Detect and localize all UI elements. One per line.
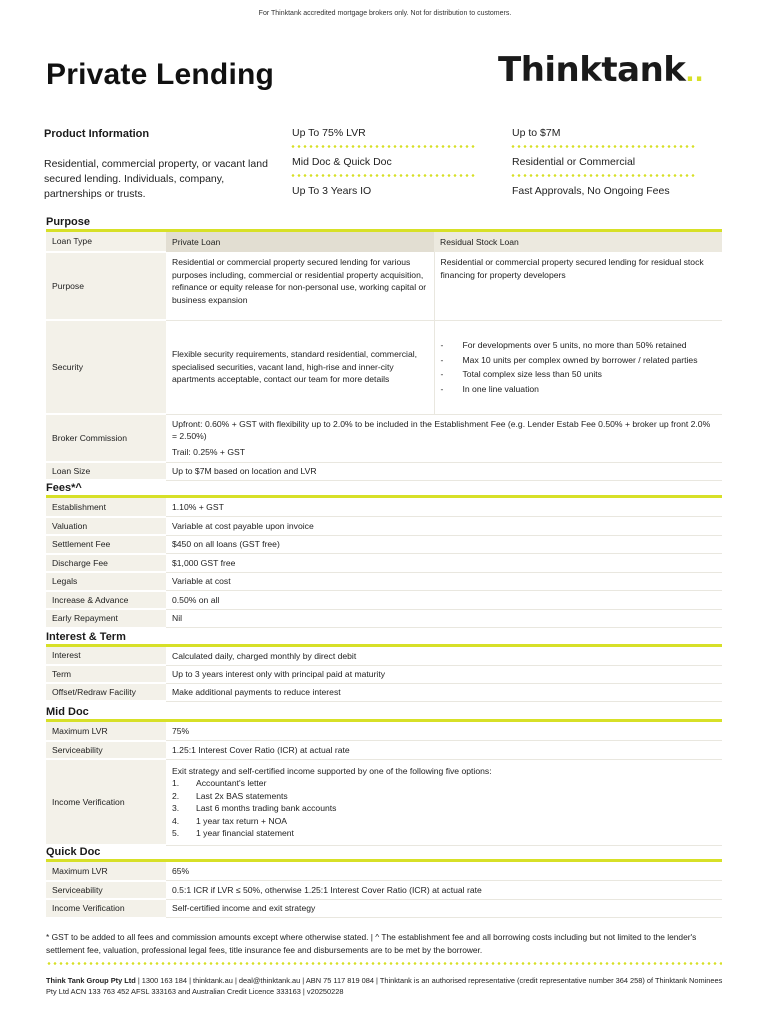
highlight-lvr: Up To 75% LVR bbox=[292, 127, 366, 139]
purpose-private-value: Residential or commercial property secured lending for various purposes including, commercial or residential property acquisition, refinance or equity release for non-personal use, working capital or business expansion bbox=[166, 252, 434, 320]
mid-doc-title: Mid Doc bbox=[46, 706, 89, 718]
logo-dots: .. bbox=[685, 59, 704, 87]
quick-income-label: Income Verification bbox=[46, 899, 166, 918]
list-item: 1. Accountant's letter bbox=[172, 778, 267, 788]
quick-serviceability-label: Serviceability bbox=[46, 881, 166, 900]
broker-trail: Trail: 0.25% + GST bbox=[172, 446, 245, 457]
broker-commission-value bbox=[166, 414, 722, 462]
income-intro: Exit strategy and self-certified income supported by one of the following five options: bbox=[172, 765, 492, 776]
interest-section bbox=[46, 630, 722, 702]
logo-text: Thinktank bbox=[498, 50, 686, 90]
max-lvr-label: Maximum LVR bbox=[46, 722, 166, 741]
quick-lvr-label: Maximum LVR bbox=[46, 862, 166, 881]
fee-value: 1.10% + GST bbox=[166, 498, 722, 517]
table-row bbox=[46, 881, 722, 900]
dotted-divider bbox=[290, 174, 476, 177]
list-item: - In one line valuation bbox=[440, 383, 539, 394]
interest-table bbox=[46, 647, 722, 702]
fees-section bbox=[46, 481, 722, 629]
highlight-property-types: Residential or Commercial bbox=[512, 156, 636, 168]
interest-label: Interest bbox=[46, 647, 166, 665]
fee-label: Settlement Fee bbox=[46, 535, 166, 554]
table-row bbox=[46, 498, 722, 517]
table-row bbox=[46, 517, 722, 536]
table-row bbox=[46, 722, 722, 741]
purpose-table bbox=[46, 232, 722, 481]
product-info-title: Product Information bbox=[44, 128, 150, 140]
loan-size-label: Loan Size bbox=[46, 462, 166, 480]
serviceability-label: Serviceability bbox=[46, 741, 166, 760]
loan-size-value: Up to $7M based on location and LVR bbox=[166, 462, 722, 480]
product-info-description: Residential, commercial property, or vacant land secured lending. Individuals, company, partnerships or trusts. bbox=[44, 158, 268, 200]
distribution-disclaimer: For Thinktank accredited mortgage brokers only. Not for distribution to customers. bbox=[258, 10, 512, 17]
interest-title: Interest & Term bbox=[46, 631, 126, 643]
fee-value: $1,000 GST free bbox=[166, 554, 722, 573]
broker-upfront: Upfront: 0.60% + GST with flexibility up to 2.0% to be included in the Establishment Fee (e.g. Lender Estab Fee 0.50% + broker up front 2.0% = 2.50%) bbox=[172, 418, 711, 442]
private-loan-header: Private Loan bbox=[166, 232, 434, 252]
table-row bbox=[46, 591, 722, 610]
table-row bbox=[46, 899, 722, 918]
quick-lvr-value: 65% bbox=[166, 862, 722, 881]
footnote: * GST to be added to all fees and commission amounts except where otherwise stated. | ^ The establishment fee and all borrowing costs including but not limited to the lender's settlement fee, valuation, professional legal fees, title insurance fee and disbursements are to be met by the borrower. bbox=[46, 932, 697, 955]
income-verification-label: Income Verification bbox=[46, 759, 166, 845]
max-lvr-value: 75% bbox=[166, 722, 722, 741]
fee-value: Variable at cost payable upon invoice bbox=[166, 517, 722, 536]
list-item: - Total complex size less than 50 units bbox=[440, 369, 602, 379]
table-row bbox=[46, 862, 722, 881]
quick-doc-title: Quick Doc bbox=[46, 846, 101, 858]
footer-company: Think Tank Group Pty Ltd bbox=[46, 976, 136, 985]
loan-type-label: Loan Type bbox=[46, 232, 166, 252]
table-row bbox=[46, 683, 722, 701]
list-item: 5. 1 year financial statement bbox=[172, 828, 294, 838]
list-item: 4. 1 year tax return + NOA bbox=[172, 815, 287, 826]
fee-value: 0.50% on all bbox=[166, 591, 722, 610]
mid-doc-section bbox=[46, 705, 722, 846]
fee-value: Variable at cost bbox=[166, 572, 722, 591]
highlight-doc-types: Mid Doc & Quick Doc bbox=[292, 156, 392, 168]
fee-value: $450 on all loans (GST free) bbox=[166, 535, 722, 554]
quick-serviceability-value: 0.5:1 ICR if LVR ≤ 50%, otherwise 1.25:1 Interest Cover Ratio (ICR) at actual rate bbox=[166, 881, 722, 900]
fee-label: Legals bbox=[46, 572, 166, 591]
fees-title: Fees*^ bbox=[46, 482, 82, 494]
table-row bbox=[46, 665, 722, 683]
fee-label: Discharge Fee bbox=[46, 554, 166, 573]
thinktank-logo bbox=[498, 50, 704, 90]
table-row bbox=[46, 320, 722, 414]
table-row bbox=[46, 414, 722, 462]
fee-label: Increase & Advance bbox=[46, 591, 166, 610]
purpose-label: Purpose bbox=[46, 252, 166, 320]
table-row bbox=[46, 554, 722, 573]
term-value: Up to 3 years interest only with principal paid at maturity bbox=[166, 665, 722, 683]
quick-doc-section bbox=[46, 845, 722, 919]
income-verification-value bbox=[166, 759, 722, 845]
purpose-title: Purpose bbox=[46, 216, 91, 228]
dotted-divider bbox=[510, 174, 696, 177]
purpose-residual-value: Residential or commercial property secured lending for residual stock financing for property developers bbox=[434, 252, 722, 320]
broker-commission-label: Broker Commission bbox=[46, 414, 166, 462]
highlight-max-loan: Up to $7M bbox=[512, 127, 561, 139]
table-row bbox=[46, 609, 722, 628]
table-row bbox=[46, 462, 722, 480]
dotted-divider bbox=[290, 145, 476, 148]
footer-details: | 1300 163 184 | thinktank.au | deal@thinktank.au | ABN 75 117 819 084 | Thinktank is an authorised representative (credit representative number 364 258) of Thinktank Nominees Pty Ltd ACN 133 763 452 AFSL 333163 and Australian Credit Licence 333163 | v20250228 bbox=[46, 976, 723, 996]
fee-label: Early Repayment bbox=[46, 609, 166, 628]
list-item: 3. Last 6 months trading bank accounts bbox=[172, 803, 337, 813]
security-private-value: Flexible security requirements, standard residential, commercial, specialised securities, vacant land, high-rise and inner-city apartments acceptable, contact our team for more details bbox=[166, 320, 434, 414]
table-row bbox=[46, 647, 722, 665]
fee-label: Establishment bbox=[46, 498, 166, 517]
offset-value: Make additional payments to reduce interest bbox=[166, 683, 722, 701]
security-residual-list bbox=[434, 320, 722, 414]
purpose-section bbox=[46, 215, 722, 481]
term-label: Term bbox=[46, 665, 166, 683]
offset-label: Offset/Redraw Facility bbox=[46, 683, 166, 701]
list-item: 2. Last 2x BAS statements bbox=[172, 790, 288, 801]
table-row bbox=[46, 252, 722, 320]
quick-income-value: Self-certified income and exit strategy bbox=[166, 899, 722, 918]
quick-doc-table bbox=[46, 862, 722, 919]
table-row bbox=[46, 572, 722, 591]
dotted-divider bbox=[46, 962, 722, 965]
highlight-io: Up To 3 Years IO bbox=[292, 185, 372, 197]
fee-label: Valuation bbox=[46, 517, 166, 536]
table-row bbox=[46, 232, 722, 252]
residual-loan-header: Residual Stock Loan bbox=[434, 232, 722, 252]
highlight-approvals: Fast Approvals, No Ongoing Fees bbox=[512, 185, 670, 197]
footer bbox=[46, 975, 726, 997]
interest-value: Calculated daily, charged monthly by direct debit bbox=[166, 647, 722, 665]
dotted-divider bbox=[510, 145, 696, 148]
mid-doc-table bbox=[46, 722, 722, 846]
fee-value: Nil bbox=[166, 609, 722, 628]
table-row bbox=[46, 535, 722, 554]
page-title: Private Lending bbox=[46, 58, 275, 91]
list-item: - For developments over 5 units, no more than 50% retained bbox=[440, 340, 687, 350]
table-row bbox=[46, 741, 722, 760]
fees-table bbox=[46, 498, 722, 629]
security-label: Security bbox=[46, 320, 166, 414]
table-row bbox=[46, 759, 722, 845]
list-item: - Max 10 units per complex owned by borrower / related parties bbox=[440, 354, 698, 365]
serviceability-value: 1.25:1 Interest Cover Ratio (ICR) at actual rate bbox=[166, 741, 722, 760]
